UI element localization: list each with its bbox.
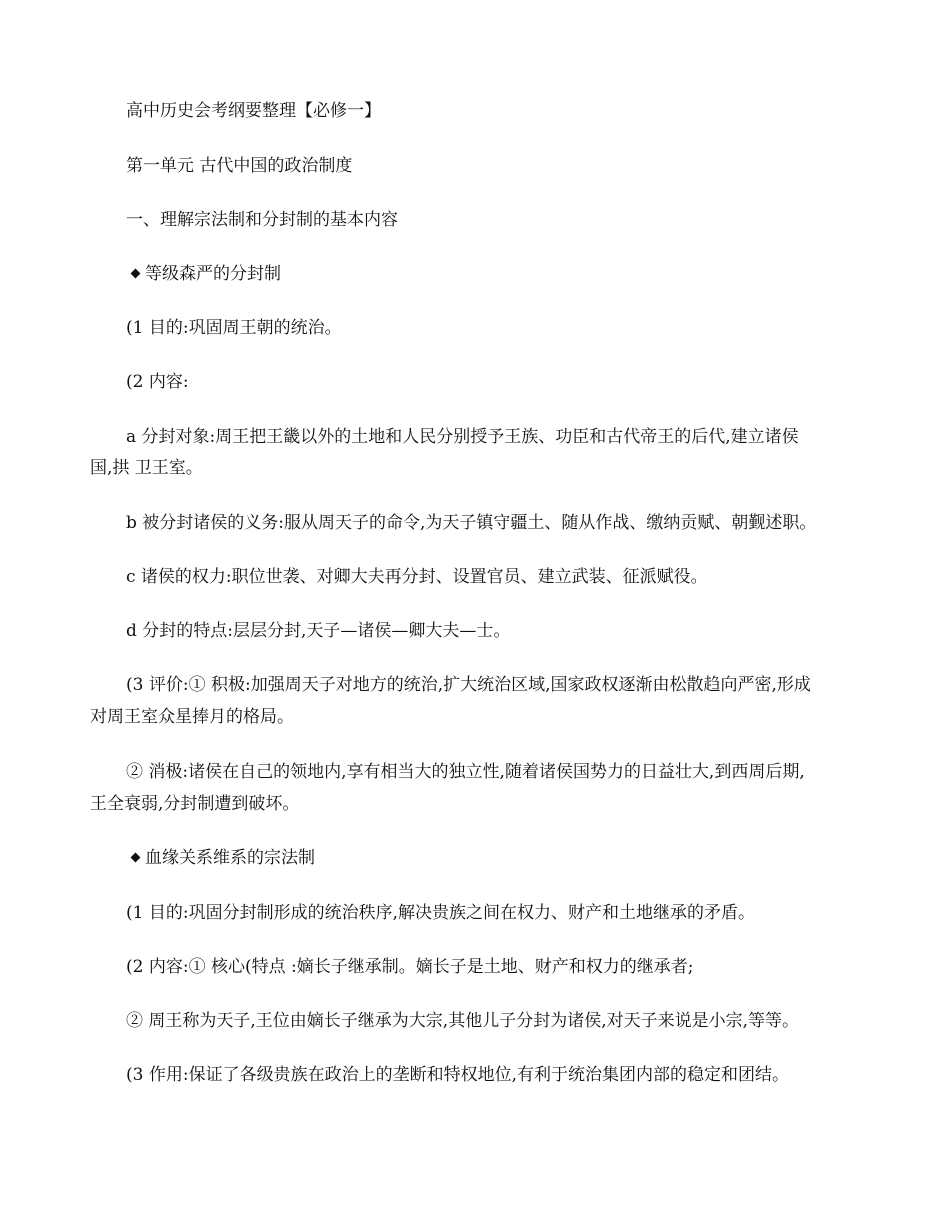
diamond-bullet-icon [131, 853, 141, 863]
fengjian-heading [126, 262, 870, 286]
diamond-bullet-icon [131, 269, 141, 279]
fengjian-evaluation-line2: 对周王室众星捧月的格局。 [90, 707, 294, 727]
fengjian-evaluation-line1: (3 评价:① 积极:加强周天子对地方的统治,扩大统治区域,国家政权逐渐由松散趋向严密,形成 [126, 675, 811, 695]
fengjian-purpose: (1 目的:巩固周王朝的统治。 [126, 318, 342, 338]
document-title: 高中历史会考纲要整理【必修一】 [126, 101, 381, 121]
unit-heading: 第一单元 古代中国的政治制度 [126, 156, 353, 176]
zongfa-content: (2 内容:① 核心(特点 :嫡长子继承制。嫡长子是土地、财产和权力的继承者; [126, 957, 694, 977]
fengjian-content-label: (2 内容: [126, 372, 189, 392]
section-heading: 一、理解宗法制和分封制的基本内容 [126, 210, 398, 230]
fengjian-item-c: c 诸侯的权力:职位世袭、对卿大夫再分封、设置官员、建立武装、征派赋役。 [126, 567, 708, 587]
fengjian-item-a-line2: 国,拱 卫王室。 [90, 458, 203, 478]
fengjian-item-b: b 被分封诸侯的义务:服从周天子的命令,为天子镇守疆土、随从作战、缴纳贡赋、朝觐述职。 [126, 513, 817, 533]
fengjian-negative-line2: 王全衰弱,分封制遭到破坏。 [90, 794, 300, 814]
zongfa-heading [126, 846, 870, 870]
fengjian-heading-text: 等级森严的分封制 [145, 264, 281, 284]
zongfa-heading-text: 血缘关系维系的宗法制 [145, 848, 315, 868]
zongfa-content-2: ② 周王称为天子,王位由嫡长子继承为大宗,其他儿子分封为诸侯,对天子来说是小宗,等等。 [126, 1011, 800, 1031]
zongfa-effect: (3 作用:保证了各级贵族在政治上的垄断和特权地位,有利于统治集团内部的稳定和团结。 [126, 1065, 789, 1085]
fengjian-item-d: d 分封的特点:层层分封,天子—诸侯—卿大夫—士。 [126, 621, 511, 641]
zongfa-purpose: (1 目的:巩固分封制形成的统治秩序,解决贵族之间在权力、财产和土地继承的矛盾。 [126, 903, 755, 923]
fengjian-item-a-line1: a 分封对象:周王把王畿以外的土地和人民分别授予王族、功臣和古代帝王的后代,建立诸侯 [126, 427, 799, 447]
fengjian-negative-line1: ② 消极:诸侯在自己的领地内,享有相当大的独立性,随着诸侯国势力的日益壮大,到西周后期, [126, 762, 805, 782]
